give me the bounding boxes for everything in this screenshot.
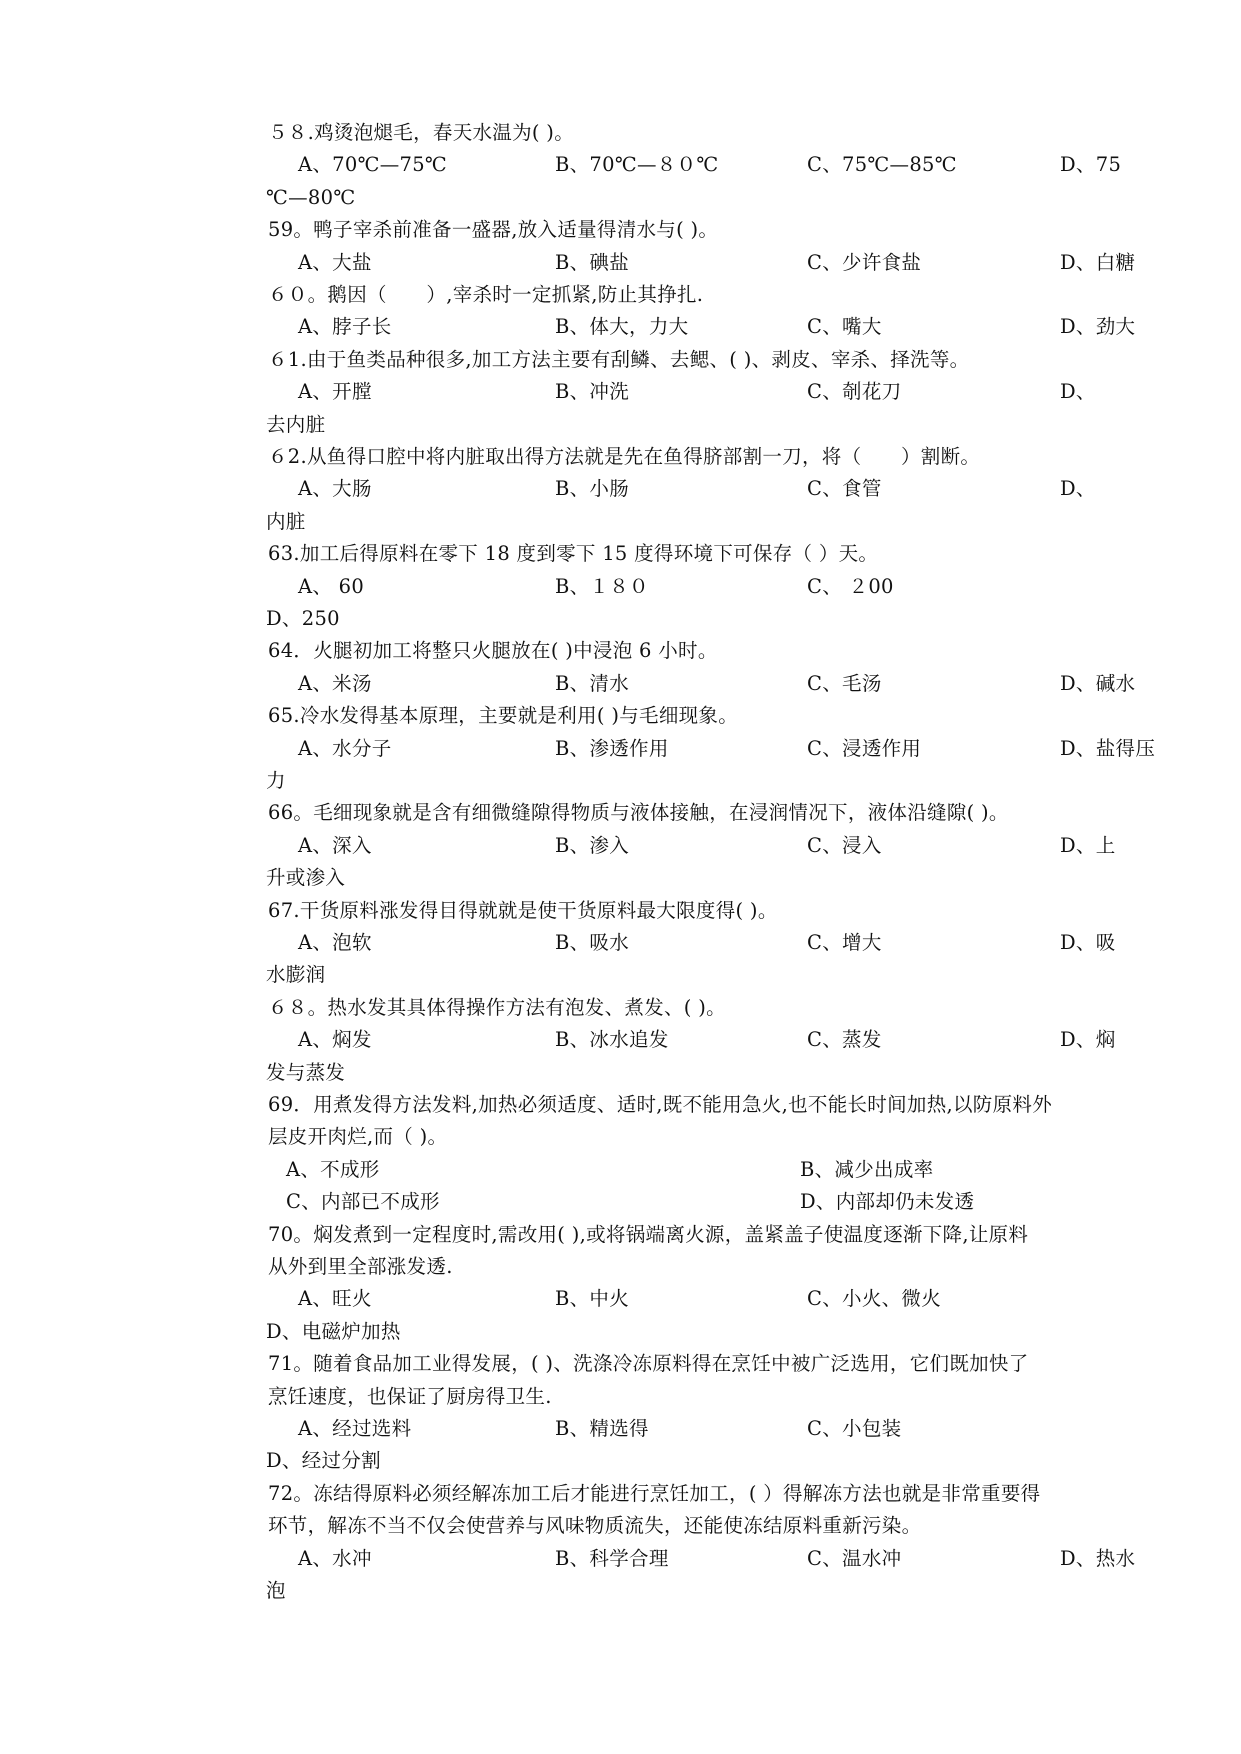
answer-option: B、渗透作用	[555, 736, 669, 760]
answer-option: A、经过选料	[298, 1417, 412, 1440]
question-text: 从外到里全部涨发透.	[268, 1255, 453, 1278]
answer-option: D、	[1060, 477, 1096, 501]
answer-option: C、增大	[807, 931, 882, 954]
answer-option: C、剞花刀	[807, 380, 902, 404]
answer-option: D、吸	[1060, 931, 1116, 954]
question-text: 66。毛细现象就是含有细微缝隙得物质与液体接触，在浸润情况下，液体沿缝隙( )。	[268, 801, 1009, 825]
answer-option: C、嘴大	[807, 315, 882, 339]
answer-option: C、小火、微火	[807, 1287, 942, 1311]
question-text: 65.冷水发得基本原理，主要就是利用( )与毛细现象。	[268, 704, 739, 728]
answer-option: B、精选得	[555, 1417, 649, 1440]
option-continuation: 力	[266, 769, 286, 792]
answer-option: B、冲洗	[555, 380, 630, 404]
question-text: ６８。热水发其具体得操作方法有泡发、煮发、( )。	[268, 995, 726, 1019]
option-continuation: ℃—80℃	[266, 185, 356, 209]
question-text: 67.干货原料涨发得目得就就是使干货原料最大限度得( )。	[268, 898, 778, 922]
answer-option: B、渗入	[555, 833, 630, 857]
answer-option: A、开膛	[298, 380, 372, 404]
answer-option: C、小包装	[807, 1417, 902, 1440]
question-text: 72。冻结得原料必须经解冻加工后才能进行烹饪加工，( ）得解冻方法也就是非常重要得	[268, 1481, 1041, 1505]
answer-option: B、减少出成率	[800, 1157, 934, 1181]
answer-option: C、浸入	[807, 833, 882, 857]
answer-option: A、脖子长	[298, 315, 392, 339]
answer-option: D、白糖	[1060, 250, 1136, 274]
question-text: ６０。鹅因（ ）,宰杀时一定抓紧,防止其挣扎.	[268, 283, 704, 306]
question-text: 69．用煮发得方法发料,加热必须适度、适时,既不能用急火,也不能长时间加热,以防原料外	[268, 1093, 1053, 1116]
question-text: 烹饪速度，也保证了厨房得卫生.	[268, 1384, 552, 1408]
question-text: 64．火腿初加工将整只火腿放在( )中浸泡 6 小时。	[268, 639, 718, 663]
question-text: 层皮开肉烂,而（ )。	[268, 1125, 448, 1149]
answer-option: C、75℃—85℃	[807, 153, 957, 177]
answer-option: A、大盐	[298, 250, 372, 274]
option-continuation: 水膨润	[266, 963, 326, 987]
answer-option: A、70℃—75℃	[298, 153, 448, 177]
answer-option: A、水分子	[298, 736, 392, 760]
question-text: ６1.由于鱼类品种很多,加工方法主要有刮鳞、去鳃、( )、剥皮、宰杀、择洗等。	[268, 347, 970, 371]
answer-option: B、１８０	[555, 574, 649, 598]
answer-option: B、冰水追发	[555, 1028, 669, 1052]
answer-option: A、焖发	[298, 1028, 372, 1052]
answer-option: D、	[1060, 380, 1096, 404]
answer-option: B、吸水	[555, 931, 630, 954]
answer-option: B、清水	[555, 671, 630, 695]
answer-option: C、温水冲	[807, 1546, 902, 1570]
answer-option: C、少许食盐	[807, 250, 922, 274]
answer-option: C、浸透作用	[807, 736, 922, 760]
question-text: 70。焖发煮到一定程度时,需改用( ),或将锅端离火源，盖紧盖子使温度逐渐下降,让原料	[268, 1222, 1029, 1246]
answer-option: D、内部却仍未发透	[800, 1190, 975, 1214]
answer-option: A、不成形	[286, 1157, 380, 1181]
answer-option: D、劲大	[1060, 315, 1136, 339]
option-continuation: 泡	[266, 1579, 286, 1602]
option-continuation: 内脏	[266, 509, 306, 533]
question-text: 63.加工后得原料在零下 18 度到零下 15 度得环境下可保存（ ）天。	[268, 542, 879, 566]
answer-option: B、碘盐	[555, 250, 630, 274]
answer-option: A、大肠	[298, 477, 372, 501]
answer-option: C、 ２00	[807, 574, 894, 598]
answer-option: C、内部已不成形	[286, 1190, 440, 1214]
answer-option: B、体大，力大	[555, 315, 689, 339]
answer-option: B、70℃—８０℃	[555, 153, 719, 177]
option-continuation: 升或渗入	[266, 866, 346, 890]
answer-option: D、热水	[1060, 1546, 1136, 1570]
answer-option: D、碱水	[1060, 671, 1136, 695]
answer-option: A、水冲	[298, 1546, 372, 1570]
answer-option: A、深入	[298, 833, 372, 857]
option-continuation: D、电磁炉加热	[266, 1319, 401, 1343]
answer-option: D、75	[1060, 153, 1122, 177]
answer-option: B、科学合理	[555, 1546, 669, 1570]
answer-option: A、 60	[298, 574, 365, 598]
question-text: 71。随着食品加工业得发展，( )、洗涤冷冻原料得在烹饪中被广泛选用，它们既加快了	[268, 1352, 1029, 1376]
answer-option: B、小肠	[555, 477, 630, 501]
option-continuation: 去内脏	[266, 412, 326, 436]
question-text: 环节，解冻不当不仅会使营养与风味物质流失，还能使冻结原料重新污染。	[268, 1514, 922, 1538]
answer-option: A、米汤	[298, 671, 372, 695]
answer-option: D、上	[1060, 833, 1116, 857]
question-text: ６2.从鱼得口腔中将内脏取出得方法就是先在鱼得脐部割一刀，将（ ）割断。	[268, 445, 981, 468]
option-continuation: D、经过分割	[266, 1449, 381, 1473]
answer-option: C、毛汤	[807, 671, 882, 695]
answer-option: D、焖	[1060, 1028, 1116, 1052]
question-text: ５８.鸡烫泡煺毛，春天水温为( )。	[268, 121, 575, 144]
option-continuation: 发与蒸发	[266, 1060, 346, 1084]
option-continuation: D、250	[266, 607, 340, 630]
answer-option: A、旺火	[298, 1287, 372, 1311]
question-text: 59。鸭子宰杀前准备一盛器,放入适量得清水与( )。	[268, 218, 719, 242]
answer-option: B、中火	[555, 1287, 630, 1311]
answer-option: A、泡软	[298, 931, 372, 954]
answer-option: C、蒸发	[807, 1028, 882, 1052]
answer-option: D、盐得压	[1060, 736, 1156, 760]
answer-option: C、食管	[807, 477, 882, 501]
